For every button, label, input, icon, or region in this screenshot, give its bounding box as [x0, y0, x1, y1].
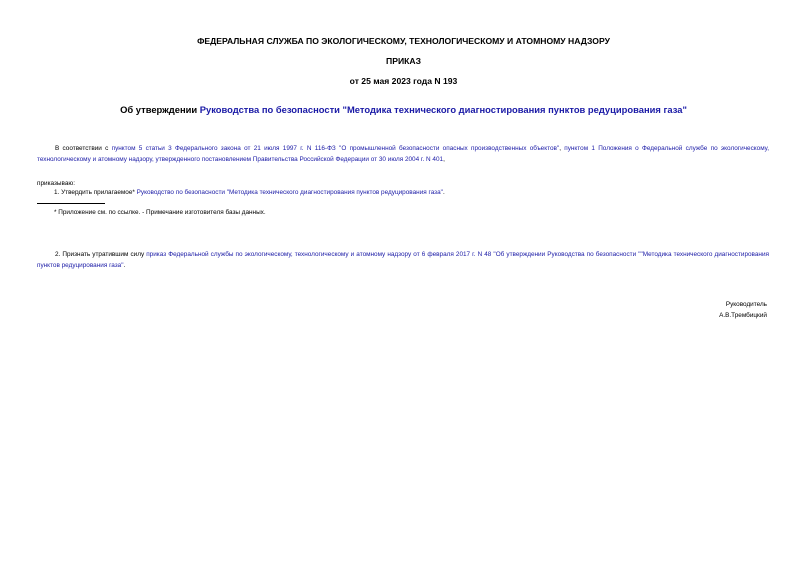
signature-name: А.В.Трембицкий	[719, 312, 767, 319]
preamble-text-2: ,	[559, 145, 565, 152]
agency-heading: ФЕДЕРАЛЬНАЯ СЛУЖБА ПО ЭКОЛОГИЧЕСКОМУ, ТЕХНОЛОГИЧЕСКОМУ И АТОМНОМУ НАДЗОРУ	[197, 36, 610, 46]
footnote-divider	[37, 203, 105, 204]
document-title	[0, 104, 807, 115]
guide-link[interactable]: Руководство по безопасности "Методика технического диагностирования пунктов редуцирования газа"	[136, 189, 443, 196]
doc-type-heading: ПРИКАЗ	[386, 56, 421, 66]
preamble-text-1: В соответствии с	[55, 145, 112, 152]
date-number-heading: от 25 мая 2023 года N 193	[349, 76, 458, 86]
previous-order-link[interactable]: приказ Федеральной службы по экологическому, технологическому и атомному надзору от 6 февраля 2017 г. N 48 "Об утверждении Руководства по безопасности ""Методика технического диагностирования пунктов редуцирования газа"	[37, 251, 769, 269]
item-1-text: 1. Утвердить прилагаемое*	[54, 189, 137, 196]
title-link[interactable]: Руководства по безопасности "Методика технического диагностирования пунктов редуцирования газа"	[199, 104, 687, 115]
preamble-text-3: ,	[443, 155, 445, 163]
signature-role: Руководитель	[725, 301, 767, 308]
title-prefix: Об утверждении	[120, 104, 200, 115]
footnote: * Приложение см. по ссылке. - Примечание изготовителя базы данных.	[54, 209, 266, 216]
item-1-end: .	[442, 189, 445, 196]
order-word: приказываю:	[37, 180, 75, 187]
item-2-text: 2. Признать утратившим силу	[55, 251, 147, 258]
law-link[interactable]: пунктом 5 статьи 3 Федерального закона от 21 июля 1997 г. N 116-ФЗ "О промышленной безопасности опасных производственных объектов"	[111, 145, 560, 152]
preamble-paragraph	[37, 144, 769, 165]
item-2-paragraph	[37, 250, 769, 271]
item-1-paragraph	[54, 188, 769, 199]
regulation-link[interactable]: пунктом 1 Положения о Федеральной службе по экологическому, технологическому и атомному надзору, утвержденного постановлением Правительства Российской Федерации от 30 июля 2004 г. N 401	[37, 145, 769, 163]
item-2-end: .	[123, 261, 126, 269]
